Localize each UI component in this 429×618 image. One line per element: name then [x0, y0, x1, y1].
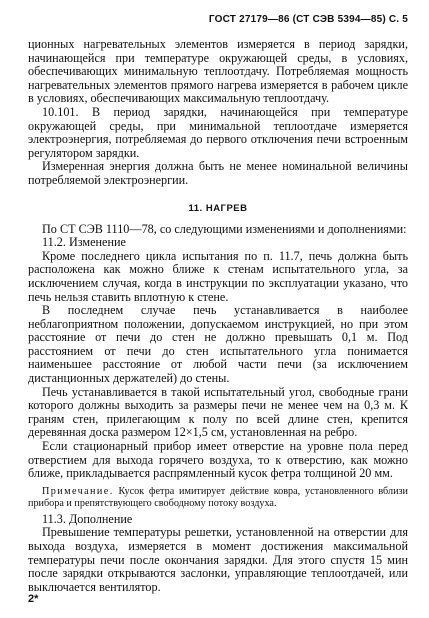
subsection-11-2-title: 11.2. Изменение	[42, 235, 126, 250]
paragraph-11-2-b: В последнем случае печь устанавливается в наиболее неблагоприятном положении, допускаемом инструкцией, но при этом расстояние от печи до стен не должно превышать 0,1 м. Под расстоянием от печи до стен испытательного угла понимается наименьшее расстояние от любой части печи (за исключением дистанционных держателей) до стены.	[28, 303, 408, 386]
page-header: ГОСТ 27179—86 (СТ СЭВ 5394—85) С. 5	[208, 14, 408, 25]
subsection-11-3-title: 11.3. Дополнение	[42, 511, 133, 526]
paragraph-10-101: 10.101. В период зарядки, начинающейся при температуре окружающей среды, при минимальной теплоотдаче измеряется электроэнергия, потребляемая до первого отключения печи встроенным регулятором зарядки.	[28, 104, 408, 160]
paragraph-11-2-d: Если стационарный прибор имеет отверстие на уровне пола перед отверстием для выхода горячего воздуха, то к отверстию, как можно ближе, прикладывается распрямленный кусок фетра толщиной 20 мм.	[28, 439, 408, 481]
paragraph-continuation: ционных нагревательных элементов измеряется в период зарядки, начинающейся при температуре окружающей среды, в условиях, обеспечивающих минимальную теплоотдачу. Потребляемая мощность нагревательных элементов прямого нагрева измеряется в рабочем цикле в условиях, обеспечивающих максимальную теплоотдачу.	[28, 37, 408, 106]
note	[28, 486, 408, 510]
page-footer-mark: 2*	[28, 593, 39, 605]
section-intro: По СТ СЭВ 1110—78, со следующими изменениями и дополнениями:	[42, 221, 407, 236]
paragraph-11-3: Превышение температуры решетки, установленной на отверстии для выхода воздуха, измеряется в момент достижения максимальной температуры печи после окончания зарядки. Для этого спустя 15 мин после зарядки открываются заслонки, управляющие теплоотдачей, или выключается вентилятор.	[28, 525, 408, 594]
document-page	[28, 14, 408, 594]
paragraph-measured-energy: Измеренная энергия должна быть не менее номинальной величины потребляемой электроэнергии.	[28, 159, 408, 187]
note-text: Кусок фетра имитирует действие ковра, установленного вблизи прибора и препятствующего свободному потоку воздуха.	[28, 485, 408, 509]
paragraph-11-2-a: Кроме последнего цикла испытания по п. 11.7, печь должна быть расположена как можно ближе к стенам испытательного угла, за исключением случая, когда в инструкции по эксплуатации указано, что печь нельзя ставить вплотную к стене.	[28, 248, 408, 304]
note-label: Примечание.	[42, 485, 114, 497]
section-title: 11. НАГРЕВ	[188, 202, 248, 214]
paragraph-11-2-c: Печь устанавливается в такой испытательный угол, свободные грани которого должны выходить за размеры печи не менее чем на 0,3 м. К граням стен, прилегающим к полу по всей длине стен, крепится деревянная доска размером 12×1,5 см, установленная на ребро.	[28, 384, 408, 440]
